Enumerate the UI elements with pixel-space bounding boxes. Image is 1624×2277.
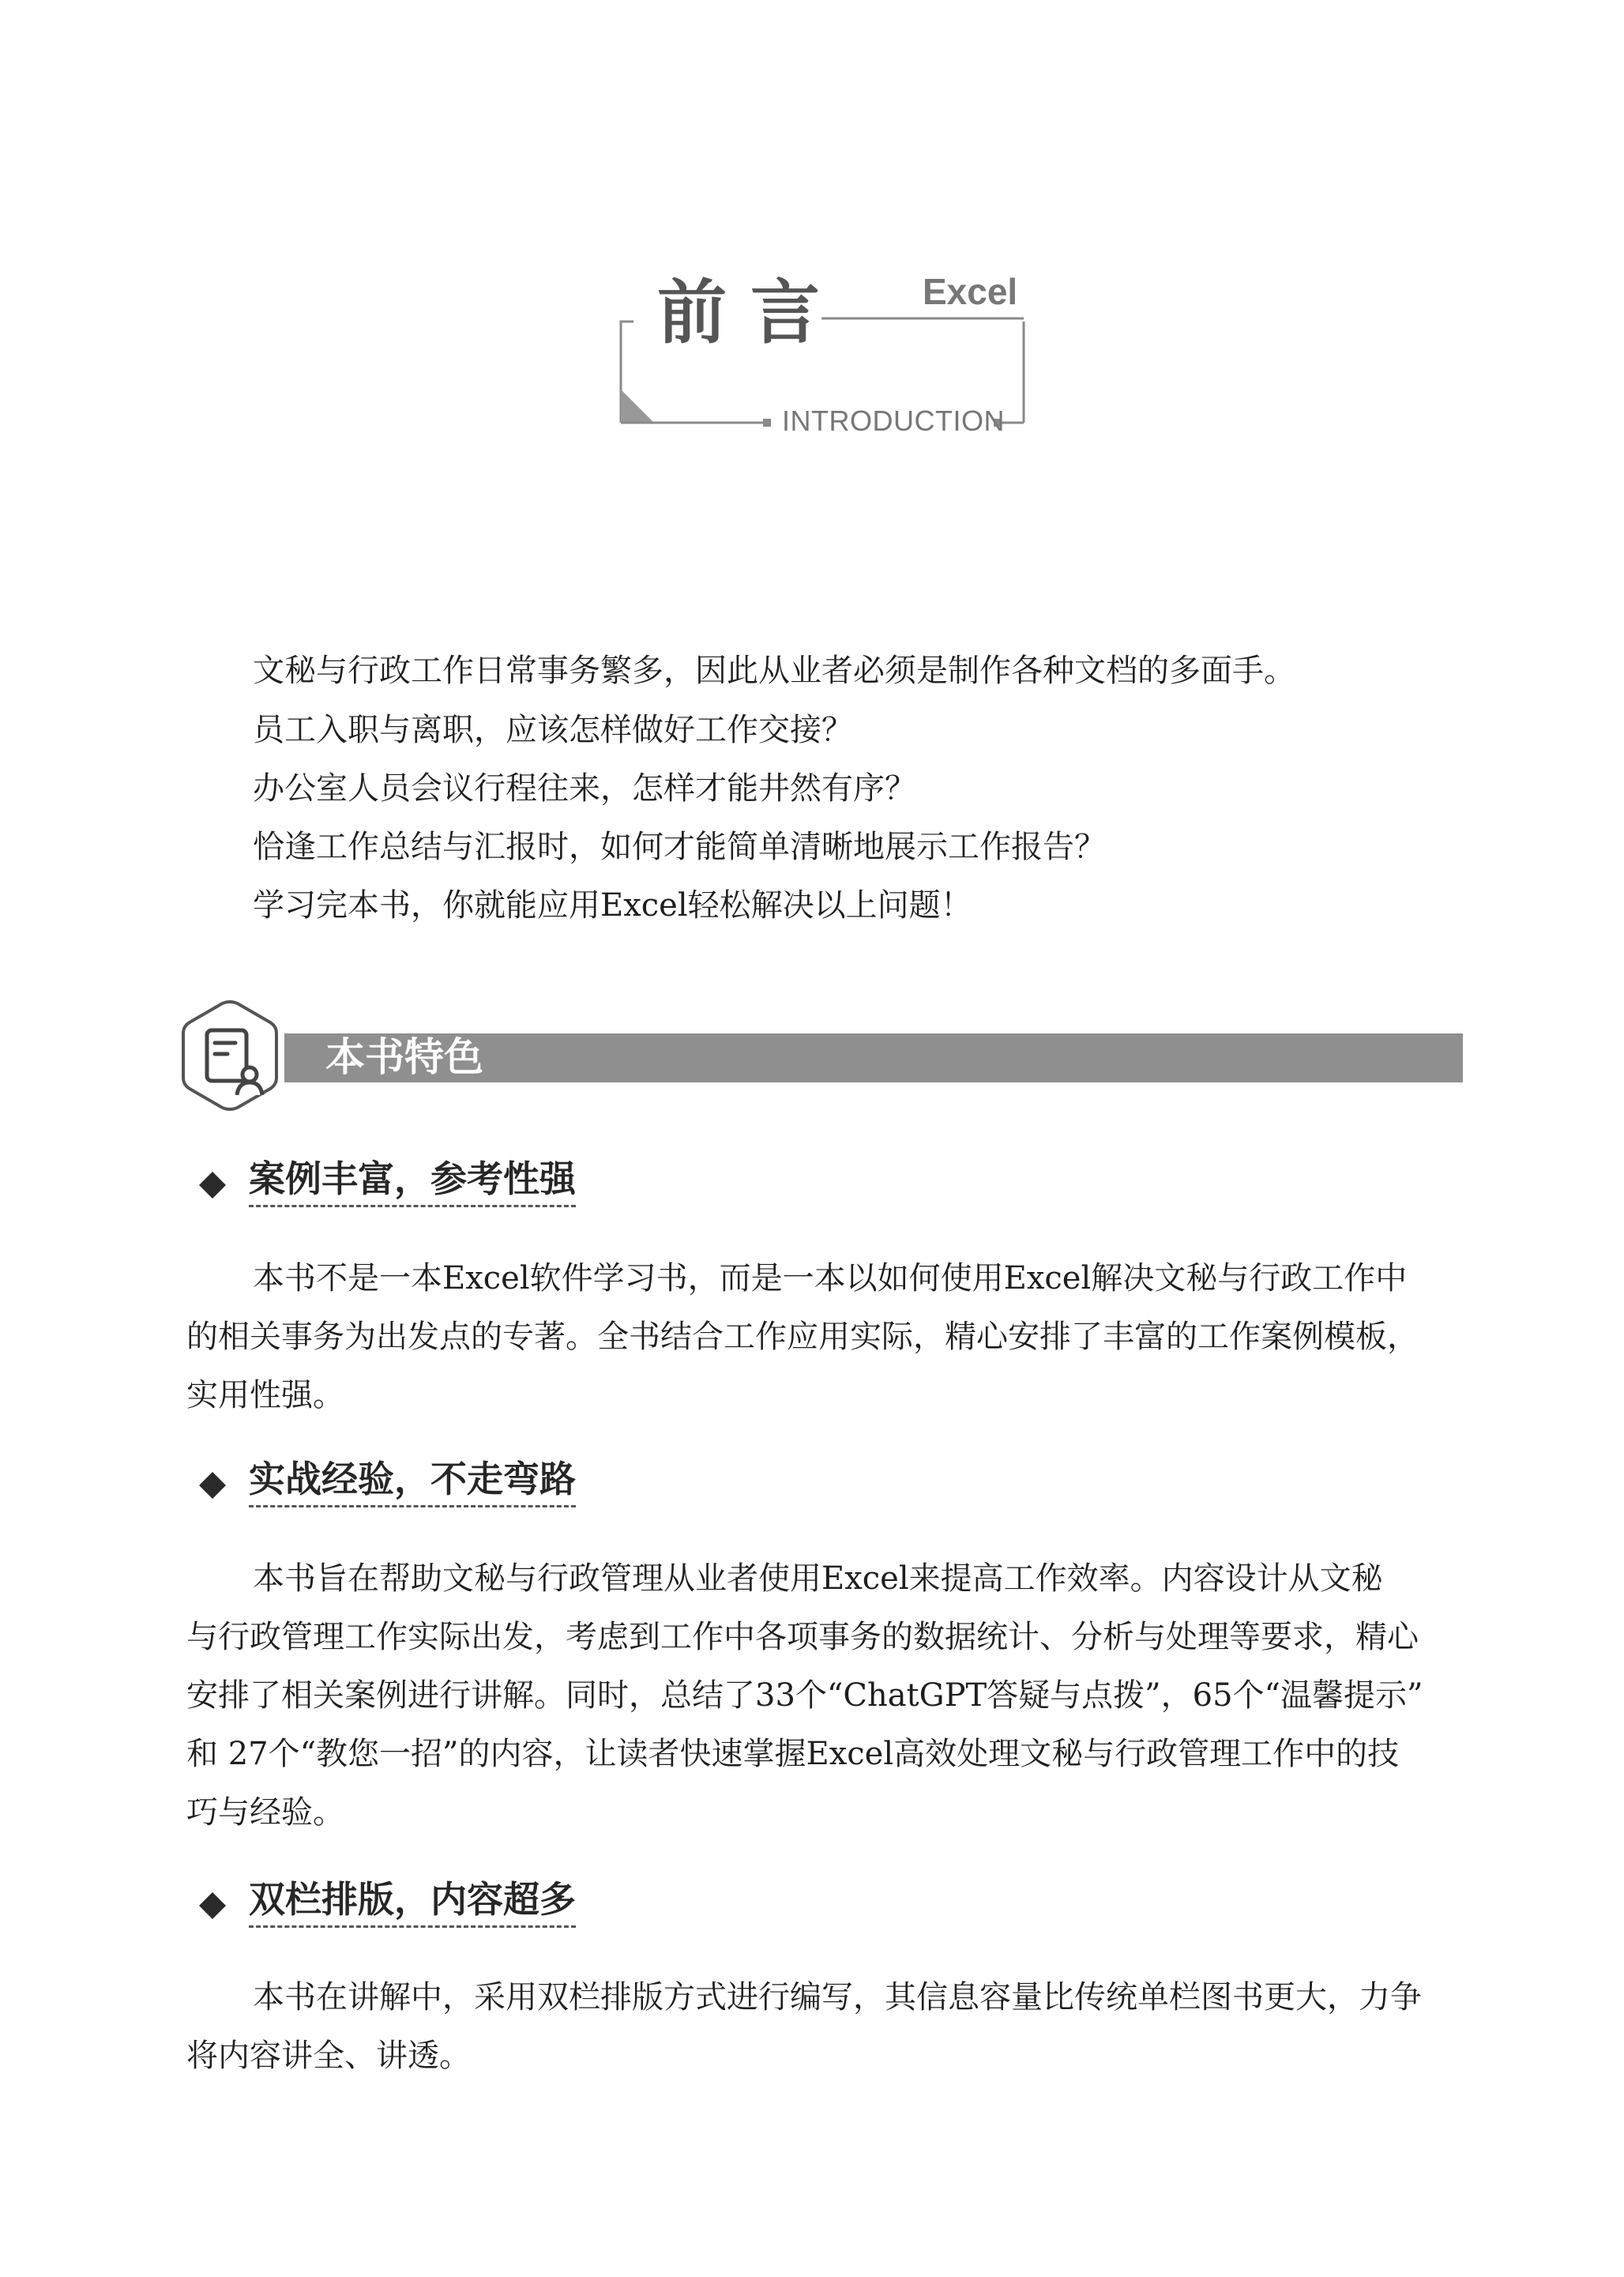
intro-line: 员工入职与离职，应该怎样做好工作交接？	[253, 712, 853, 748]
feature-heading-text: 案例丰富，参考性强	[249, 1158, 576, 1207]
intro-line: 恰逢工作总结与汇报时，如何才能简单清晰地展示工作报告？	[253, 829, 1106, 865]
brand-label: Excel	[923, 271, 1018, 312]
paragraph-line: 和 27个“教您一招”的内容，让读者快速掌握Excel高效处理文秘与行政管理工作中的技	[186, 1736, 1400, 1772]
intro-line: 学习完本书，你就能应用Excel轻松解决以上问题！	[253, 887, 972, 924]
diamond-bullet-icon	[199, 1472, 226, 1499]
diamond-bullet-icon	[199, 1892, 226, 1919]
page-subtitle: INTRODUCTION	[782, 405, 1005, 437]
feature-paragraph	[186, 1249, 1466, 1425]
paragraph-line: 的相关事务为出发点的专著。全书结合工作应用实际，精心安排了丰富的工作案例模板，	[186, 1319, 1419, 1355]
feature-heading-text: 双栏排版，内容超多	[249, 1879, 576, 1928]
page-title: 前言	[657, 272, 844, 353]
diamond-bullet-icon	[199, 1172, 226, 1199]
section-title: 本书特色	[325, 1034, 483, 1080]
paragraph-line: 与行政管理工作实际出发，考虑到工作中各项事务的数据统计、分析与处理等要求，精心	[186, 1619, 1419, 1655]
feature-paragraph	[186, 1968, 1466, 2085]
paragraph-line: 本书不是一本Excel软件学习书，而是一本以如何使用Excel解决文秘与行政工作中	[253, 1260, 1408, 1297]
feature-paragraph	[186, 1549, 1466, 1842]
paragraph-line: 实用性强。	[186, 1377, 344, 1413]
paragraph-line: 将内容讲全、讲透。	[186, 2038, 471, 2074]
intro-line: 文秘与行政工作日常事务繁多，因此从业者必须是制作各种文档的多面手。	[253, 653, 1295, 689]
paragraph-line: 本书旨在帮助文秘与行政管理从业者使用Excel来提高工作效率。内容设计从文秘	[253, 1560, 1383, 1597]
paragraph-line: 巧与经验。	[186, 1794, 344, 1831]
paragraph-line: 本书在讲解中，采用双栏排版方式进行编写，其信息容量比传统单栏图书更大，力争	[253, 1979, 1422, 2015]
feature-heading-text: 实战经验，不走弯路	[249, 1458, 576, 1507]
intro-line: 办公室人员会议行程往来，怎样才能井然有序？	[253, 770, 916, 807]
paragraph-line: 安排了相关案例进行讲解。同时，总结了33个“ChatGPT答疑与点拨”，65个“温馨提示”	[186, 1677, 1423, 1714]
book-user-icon	[179, 997, 281, 1114]
